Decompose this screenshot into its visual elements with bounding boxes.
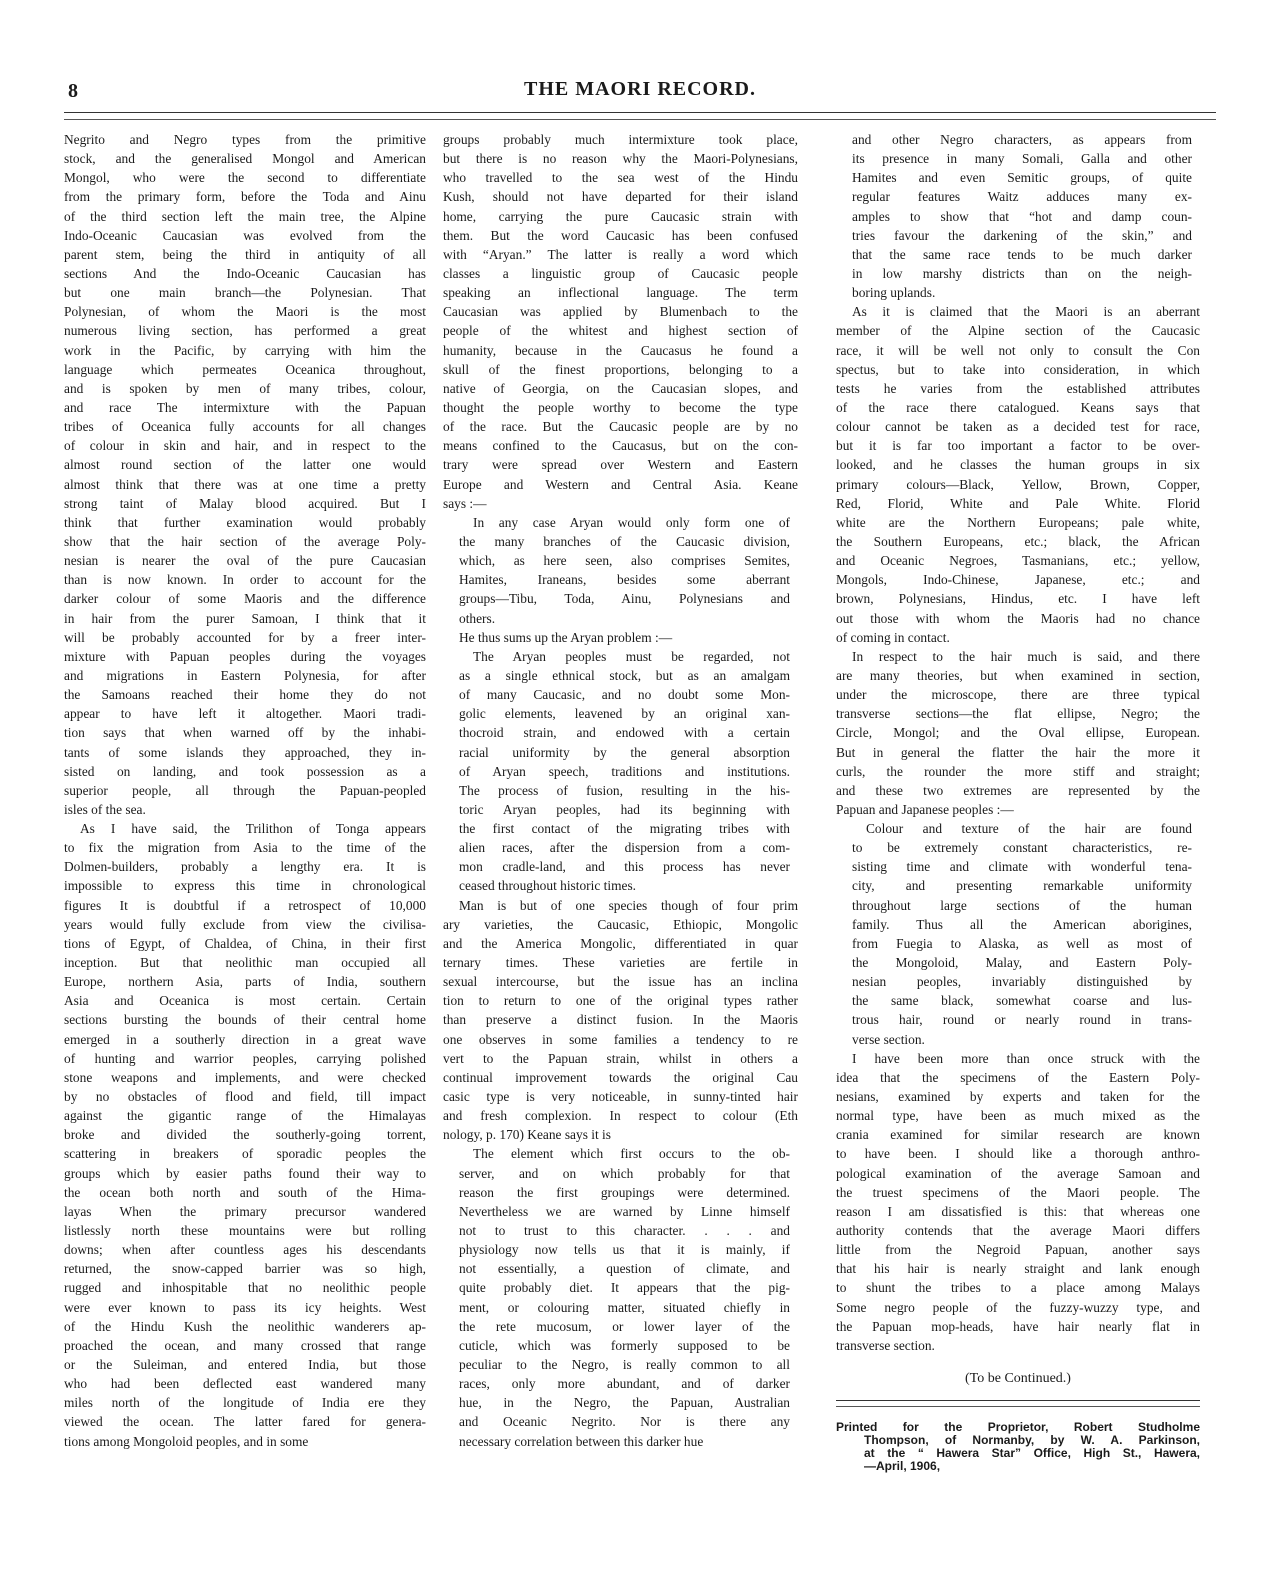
block-quote: [443, 1144, 798, 1450]
text-line: were ever known to pass its icy heights. West: [64, 1299, 426, 1315]
text-line: family. Thus all the American aborigines,: [852, 916, 1192, 932]
text-line: sections And the Indo-Oceanic Caucasian has: [64, 265, 426, 281]
text-line: but there is no reason why the Maori-Polynesians,: [443, 151, 798, 167]
text-line: impossible to express this time in chronological: [64, 878, 426, 894]
text-line: Indo-Oceanic Caucasian was evolved from the: [64, 227, 426, 243]
text-line: from the primary form, before the Toda and Ainu: [64, 189, 426, 205]
page-number: 8: [68, 80, 78, 102]
text-line: Mongol, who were the second to differentiate: [64, 170, 426, 186]
text-line: Caucasian was applied by Blumenbach to the: [443, 304, 798, 320]
text-line: looked, and he classes the human groups in six: [836, 457, 1200, 473]
footer-rule: [836, 1400, 1200, 1407]
text-line: groups probably much intermixture took place,: [443, 132, 798, 147]
text-line: Dolmen-builders, probably a lengthy era. It is: [64, 859, 426, 875]
text-line: Colour and texture of the hair are found: [866, 821, 1192, 837]
text-line: show that the hair section of the average Poly-: [64, 533, 426, 549]
text-line: Hamites and even Semitic groups, of quite: [852, 170, 1192, 186]
text-line: parent stem, being the third in antiquity of all: [64, 246, 426, 262]
text-line: pological examination of the average Samoan and: [836, 1165, 1200, 1181]
text-line: crania examined for similar research are known: [836, 1127, 1200, 1143]
text-line: spectus, but to take into consideration, in which: [836, 361, 1200, 377]
text-line: As I have said, the Trilithon of Tonga appears: [80, 821, 426, 837]
text-line: rugged and inhospitable that no neolithic people: [64, 1280, 426, 1296]
text-line: quite probably diet. It appears that the pig-: [459, 1280, 790, 1296]
text-line: to have been. I should like a thorough anthro-: [836, 1146, 1200, 1162]
text-line: the Papuan mop-heads, have hair nearly flat in: [836, 1318, 1200, 1334]
text-line: the same black, somewhat coarse and lus-: [852, 993, 1192, 1009]
block-quote: [836, 819, 1200, 1049]
text-line: years would fully exclude from view the civilisa-: [64, 916, 426, 932]
text-line: than is now known. In order to account for the: [64, 572, 426, 588]
text-line: trous hair, round or nearly round in trans-: [852, 1012, 1192, 1028]
text-line: them. But the word Caucasic has been confused: [443, 227, 798, 243]
masthead-title: THE MAORI RECORD.: [523, 78, 756, 100]
imprint-line: at the “ Hawera Star” Office, High St., Hawera,: [864, 1447, 1200, 1461]
text-line: nesians, examined by experts and taken for the: [836, 1089, 1200, 1105]
text-line: that his hair is nearly straight and lank enough: [836, 1261, 1200, 1277]
text-line: and Oceanic Negroes, Tasmanians, etc.; yellow,: [836, 553, 1200, 569]
text-line: Some negro people of the fuzzy-wuzzy type, and: [836, 1299, 1200, 1315]
text-line: to be extremely constant characteristics, re-: [852, 840, 1192, 856]
text-line: the Mongoloid, Malay, and Eastern Poly-: [852, 955, 1192, 971]
text-line: proached the ocean, and many crossed that range: [64, 1337, 426, 1353]
text-line: the Samoans reached their home they do not: [64, 687, 426, 703]
text-line: or the Suleiman, and entered India, but those: [64, 1357, 426, 1372]
text-line: brown, Polynesians, Hindus, etc. I have left: [836, 591, 1200, 607]
text-line: listlessly north these mountains were but rolling: [64, 1223, 426, 1239]
text-line: But in general the flatter the hair the more it: [836, 744, 1200, 760]
text-line: miles north of the longitude of India ere they: [64, 1395, 426, 1411]
text-line: curls, the rounder the more stiff and straight;: [836, 763, 1200, 779]
text-line: nesian is nearer the oval of the pure Caucasian: [64, 553, 426, 569]
text-line: physiology now tells us that it is mainly, if: [459, 1242, 790, 1258]
text-line: to shunt the tribes to a place among Malays: [836, 1280, 1200, 1296]
text-line: regular features Waitz adduces many ex-: [852, 189, 1192, 205]
text-line: He thus sums up the Aryan problem :—: [459, 629, 673, 645]
text-line: Kush, should not have departed for their island: [443, 189, 798, 205]
text-line: transverse section.: [836, 1337, 935, 1353]
text-line: but one main branch—the Polynesian. That: [64, 285, 426, 301]
to-be-continued: (To be Continued.): [965, 1371, 1071, 1386]
text-line: of many Caucasic, and no doubt some Mon-: [459, 687, 790, 703]
text-line: sexual intercourse, but the issue has an inclina: [443, 974, 798, 990]
article-column-3: [836, 130, 1200, 1473]
text-line: against the gigantic range of the Himalayas: [64, 1108, 426, 1124]
text-line: one observes in some families a tendency to re: [443, 1031, 798, 1047]
paragraph: [443, 628, 798, 647]
text-line: sections bursting the bounds of their central home: [64, 1012, 426, 1028]
text-line: Negrito and Negro types from the primitive: [64, 132, 426, 147]
imprint-line: Printed for the Proprietor, Robert Studholme: [836, 1421, 1200, 1435]
text-line: appear to have left it altogether. Maori tradi-: [64, 706, 426, 722]
text-line: of colour in skin and hair, and in respect to the: [64, 438, 426, 454]
text-line: figures It is doubtful if a retrospect of 10,000: [64, 897, 426, 913]
masthead-rule: [64, 112, 1216, 120]
text-line: Mongols, Indo-Chinese, Japanese, etc.; and: [836, 572, 1200, 588]
text-line: almost round section of the latter one would: [64, 457, 426, 473]
text-line: sisting time and climate with wonderful tena-: [852, 859, 1192, 875]
text-line: layas When the primary precursor wandered: [64, 1203, 426, 1219]
text-line: scattering in breakers of sporadic peoples the: [64, 1146, 426, 1162]
imprint-line: Thompson, of Normanby, by W. A. Parkinson,: [864, 1434, 1200, 1448]
paragraph: [443, 130, 798, 513]
text-line: groups which by easier paths found their way to: [64, 1165, 426, 1181]
imprint-line: —April, 1906,: [864, 1460, 941, 1474]
text-line: Circle, Mongol; and the Oval ellipse, European.: [836, 725, 1200, 741]
text-line: The process of fusion, resulting in the his-: [459, 782, 790, 798]
block-quote: [836, 130, 1200, 302]
text-line: city, and presenting remarkable uniformity: [852, 878, 1192, 894]
text-line: by no obstacles of flood and field, till impact: [64, 1089, 426, 1105]
text-line: tries favour the darkening of the skin,” and: [852, 227, 1192, 243]
text-line: as a single ethnical stock, but as an amalgam: [459, 667, 790, 683]
text-line: means confined to the Caucasus, but on the con-: [443, 438, 798, 454]
text-line: and migrations in Eastern Polynesia, for after: [64, 667, 426, 683]
text-line: and fresh complexion. In respect to colour (Eth: [443, 1108, 798, 1124]
text-line: race, it will be well not only to consult the Con: [836, 342, 1200, 358]
text-line: and race The intermixture with the Papuan: [64, 399, 426, 415]
text-line: strong taint of Malay blood acquired. But I: [64, 495, 426, 511]
text-line: from Fuegia to Alaska, as well as most of: [852, 935, 1192, 951]
text-line: downs; when after countless ages his descendants: [64, 1242, 426, 1258]
text-line: Polynesian, of whom the Maori is the most: [64, 304, 426, 320]
text-line: amples to show that “hot and damp coun-: [852, 208, 1192, 224]
text-line: Europe and Western and Central Asia. Keane: [443, 476, 798, 492]
text-line: under the microscope, there are three typical: [836, 687, 1200, 703]
text-line: will be probably accounted for by a freer inter-: [64, 629, 426, 645]
text-line: The element which first occurs to the ob-: [473, 1146, 790, 1162]
text-line: alien races, after the dispersion from a com-: [459, 840, 790, 856]
article-column-1: [64, 130, 426, 1451]
text-line: colour cannot be taken as a decided test for race,: [836, 419, 1200, 435]
text-line: tants of some islands they approached, they in-: [64, 744, 426, 760]
text-line: and is spoken by men of many tribes, colour,: [64, 380, 426, 396]
text-line: of Aryan speech, traditions and institutions.: [459, 763, 790, 779]
text-line: little from the Negroid Papuan, another says: [836, 1242, 1200, 1258]
text-line: casic type is very noticeable, in sunny-tinted hair: [443, 1089, 798, 1105]
text-line: tions among Mongoloid peoples, and in some: [64, 1433, 309, 1449]
column-3-body: [836, 130, 1200, 1355]
text-line: golic elements, leavened by an original xan-: [459, 706, 790, 722]
text-line: idea that the specimens of the Eastern Poly-: [836, 1069, 1200, 1085]
text-line: which, as here seen, also comprises Semites,: [459, 553, 790, 569]
text-line: boring uplands.: [852, 285, 936, 301]
text-line: member of the Alpine section of the Caucasic: [836, 323, 1200, 339]
text-line: who travelled to the sea west of the Hindu: [443, 170, 798, 186]
text-line: broke and divided the southerly-going torrent,: [64, 1127, 426, 1143]
text-line: Hamites, Iraneans, besides some aberrant: [459, 572, 790, 588]
text-line: toric Aryan peoples, had its beginning with: [459, 801, 790, 817]
block-quote: [443, 513, 798, 628]
text-line: skull of the finest proportions, belonging to a: [443, 361, 798, 377]
text-line: to fix the migration from Asia to the time of the: [64, 840, 426, 856]
text-line: its presence in many Somali, Galla and other: [852, 151, 1192, 167]
text-line: Asia and Oceanica is most certain. Certain: [64, 993, 426, 1009]
text-line: racial uniformity by the general absorption: [459, 744, 790, 760]
text-line: reason I am dissatisfied is this: that whereas one: [836, 1203, 1200, 1219]
article-column-2: [443, 130, 798, 1451]
text-line: mon cradle-land, and this process has never: [459, 859, 790, 875]
text-line: Europe, northern Asia, parts of India, southern: [64, 974, 426, 990]
text-line: tests he varies from the established attributes: [836, 380, 1200, 396]
text-line: speaking an inflectional language. The term: [443, 285, 798, 301]
text-line: think that further examination would probably: [64, 514, 426, 530]
text-line: in hair from the purer Samoan, I think that it: [64, 610, 426, 626]
text-line: normal type, have been as much mixed as the: [836, 1108, 1200, 1124]
text-line: of the race. But the Caucasic people are by no: [443, 419, 798, 435]
text-line: In any case Aryan would only form one of: [473, 514, 790, 530]
text-line: numerous living section, has performed a great: [64, 323, 426, 339]
text-line: white are the Northern Europeans; pale white,: [836, 514, 1200, 530]
text-line: others.: [459, 610, 496, 626]
text-line: than preserve a distinct fusion. In the Maoris: [443, 1012, 798, 1028]
text-line: The Aryan peoples must be regarded, not: [473, 648, 790, 664]
text-line: trary were spread over Western and Eastern: [443, 457, 798, 473]
text-line: emerged in a southerly direction in a great wave: [64, 1031, 426, 1047]
text-line: primary colours—Black, Yellow, Brown, Copper,: [836, 476, 1200, 492]
text-line: thought the people worthy to become the type: [443, 399, 798, 415]
text-line: and the America Mongolic, differentiated in quar: [443, 935, 798, 951]
text-line: tion to return to one of the original types rather: [443, 993, 798, 1009]
text-line: stock, and the generalised Mongol and American: [64, 151, 426, 167]
paragraph: [64, 130, 426, 819]
text-line: out those with whom the Maoris had no chance: [836, 610, 1200, 626]
text-line: As it is claimed that the Maori is an aberrant: [852, 304, 1200, 320]
text-line: necessary correlation between this darker hue: [459, 1433, 704, 1449]
text-line: not essentially, a question of climate, and: [459, 1261, 790, 1277]
text-line: groups—Tibu, Toda, Ainu, Polynesians and: [459, 591, 790, 607]
text-line: native of Georgia, on the Caucasian slopes, and: [443, 380, 798, 396]
text-line: people of the whitest and highest section of: [443, 323, 798, 339]
block-quote: [443, 647, 798, 896]
text-line: humanity, because in the Caucasus he found a: [443, 342, 798, 358]
text-line: and other Negro characters, as appears from: [852, 132, 1192, 147]
text-line: who had been deflected east wandered many: [64, 1376, 426, 1392]
text-line: hue, in the Negro, the Papuan, Australian: [459, 1395, 790, 1411]
text-line: work in the Pacific, by carrying with him the: [64, 342, 426, 358]
text-line: the Southern Europeans, etc.; black, the African: [836, 533, 1200, 549]
text-line: isles of the sea.: [64, 801, 146, 817]
text-line: stone weapons and implements, and were checked: [64, 1069, 426, 1085]
text-line: darker colour of some Maoris and the difference: [64, 591, 426, 607]
text-line: throughout large sections of the human: [852, 897, 1192, 913]
text-line: transverse sections—the flat ellipse, Negro; the: [836, 706, 1200, 722]
text-line: thocroid strain, and endowed with a certain: [459, 725, 790, 741]
text-line: server, and on which probably for that: [459, 1165, 790, 1181]
text-line: I have been more than once struck with the: [852, 1050, 1200, 1066]
text-line: continual improvement towards the original Cau: [443, 1069, 798, 1085]
text-line: but it is far too important a factor to be over-: [836, 438, 1200, 454]
text-line: mixture with Papuan peoples during the voyages: [64, 648, 426, 664]
text-line: races, only more abundant, and of darker: [459, 1376, 790, 1392]
paragraph: [836, 647, 1200, 819]
text-line: tion says that when warned off by the inhabi-: [64, 725, 426, 741]
text-line: nesian peoples, invariably distinguished by: [852, 974, 1192, 990]
text-line: Nevertheless we are warned by Linne himself: [459, 1203, 790, 1219]
text-line: of coming in contact.: [836, 629, 950, 645]
text-line: and these two extremes are represented by the: [836, 782, 1200, 798]
text-line: In respect to the hair much is said, and there: [852, 648, 1200, 664]
text-line: authority contends that the average Maori differs: [836, 1223, 1200, 1239]
text-line: of the third section left the main tree, the Alpine: [64, 208, 426, 224]
text-line: ary varieties, the Caucasic, Ethiopic, Mongolic: [443, 916, 798, 932]
paragraph: [443, 896, 798, 1145]
text-line: vert to the Papuan strain, whilst in others a: [443, 1050, 798, 1066]
text-line: in low marshy districts than on the neigh-: [852, 265, 1192, 281]
text-line: the truest specimens of the Maori people. The: [836, 1184, 1200, 1200]
text-line: superior people, all through the Papuan-peopled: [64, 782, 426, 798]
text-line: the many branches of the Caucasic division,: [459, 533, 790, 549]
text-line: viewed the ocean. The latter fared for genera-: [64, 1414, 426, 1430]
text-line: of hunting and warrior peoples, carrying polished: [64, 1050, 426, 1066]
text-line: of the Hindu Kush the neolithic wanderers ap-: [64, 1318, 426, 1334]
text-line: ceased throughout historic times.: [459, 878, 637, 894]
text-line: and Oceanic Negrito. Nor is there any: [459, 1414, 790, 1430]
paragraph: [836, 1049, 1200, 1355]
text-line: peculiar to the Negro, is really common to all: [459, 1357, 790, 1372]
text-line: ternary times. These varieties are fertile in: [443, 955, 798, 971]
text-line: returned, the snow-capped barrier was so high,: [64, 1261, 426, 1277]
text-line: verse section.: [852, 1031, 925, 1047]
text-line: the first contact of the migrating tribes with: [459, 821, 790, 837]
text-line: language which permeates Oceanica throughout,: [64, 361, 426, 377]
text-line: are many theories, but when examined in section,: [836, 667, 1200, 683]
paragraph: [836, 302, 1200, 647]
text-line: nology, p. 170) Keane says it is: [443, 1127, 611, 1143]
text-line: cuticle, which was formerly supposed to be: [459, 1337, 790, 1353]
text-line: sisted on landing, and took possession as a: [64, 763, 426, 779]
text-line: Man is but of one species though of four prim: [459, 897, 798, 913]
text-line: not to trust to this character. . . . and: [459, 1223, 790, 1239]
text-line: almost think that there was at one time a pretty: [64, 476, 426, 492]
text-line: says :—: [443, 495, 487, 511]
text-line: tions of Egypt, of Chaldea, of China, in their first: [64, 935, 426, 951]
printer-imprint: [836, 1421, 1200, 1473]
text-line: inception. But that neolithic man occupied all: [64, 955, 426, 971]
text-line: that the same race tends to be much darker: [852, 246, 1192, 262]
text-line: Papuan and Japanese peoples :—: [836, 801, 1014, 817]
text-line: the ocean both north and south of the Hima-: [64, 1184, 426, 1200]
text-line: classes a linguistic group of Caucasic people: [443, 265, 798, 281]
text-line: Red, Florid, White and Pale White. Florid: [836, 495, 1200, 511]
text-line: reason the first groupings were determined.: [459, 1184, 790, 1200]
text-line: tribes of Oceanica fully accounts for all changes: [64, 419, 426, 435]
text-line: of the race there catalogued. Keans says that: [836, 399, 1200, 415]
text-line: ment, or colouring matter, situated chiefly in: [459, 1299, 790, 1315]
text-line: with “Aryan.” The latter is really a word which: [443, 246, 798, 262]
paragraph: [64, 819, 426, 1451]
text-line: home, carrying the pure Caucasic strain with: [443, 208, 798, 224]
text-line: the rete mucosum, or lower layer of the: [459, 1318, 790, 1334]
